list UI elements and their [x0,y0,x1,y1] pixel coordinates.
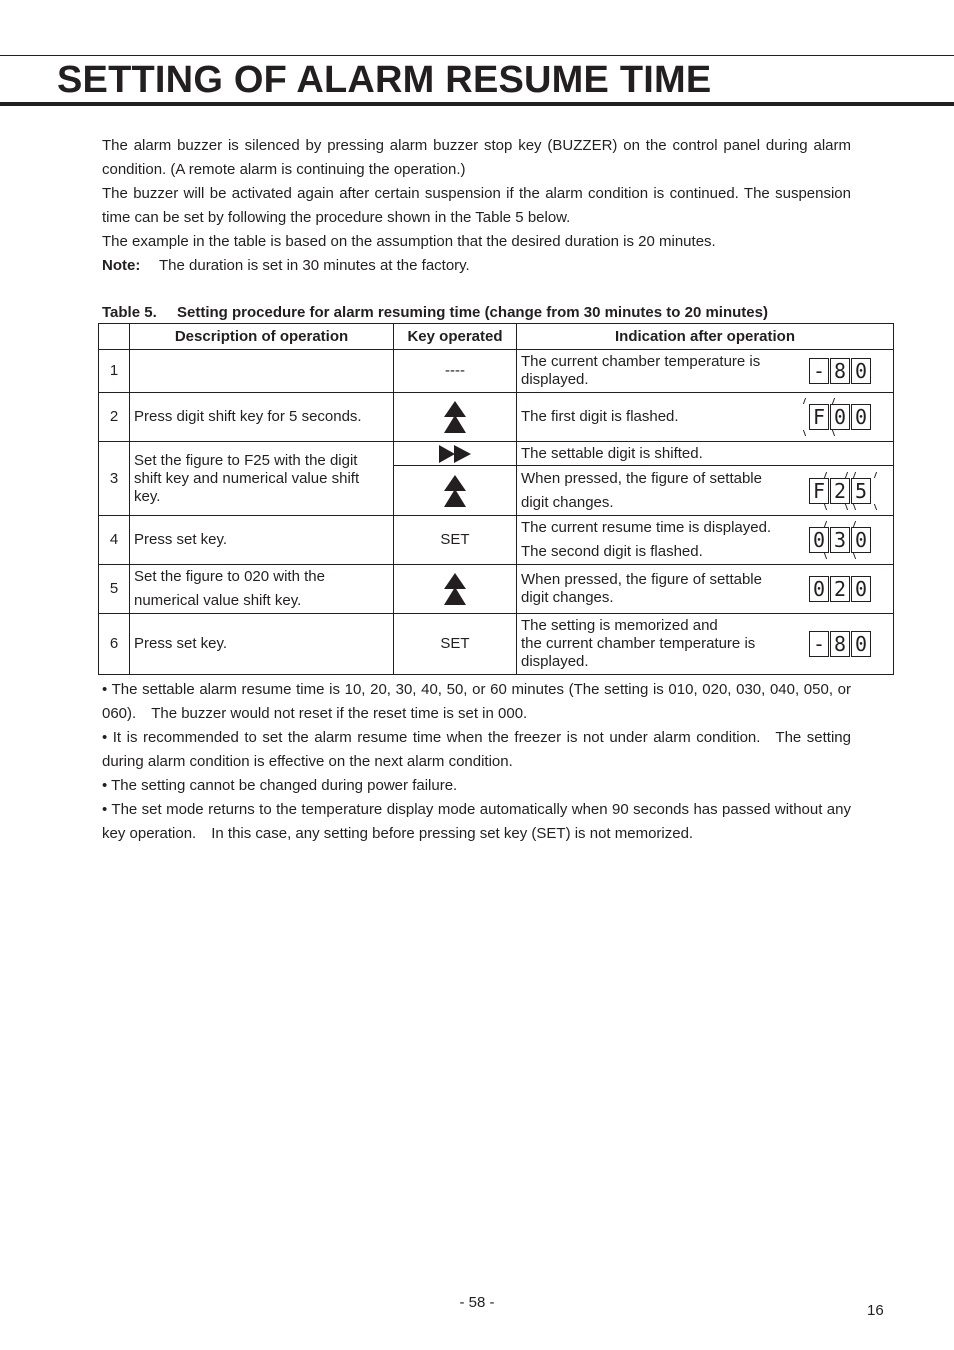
key-text: SET [394,614,517,675]
bullet-item: • The setting cannot be changed during power failure. [102,777,458,794]
page-number: - 58 - [459,1294,495,1311]
note-text: The duration is set in 30 minutes at the factory. [159,257,470,274]
step-description [130,565,394,614]
lcd-display [809,527,871,553]
table-row [99,442,894,466]
step-number: 4 [99,516,130,565]
table-row [99,350,894,393]
key-cell [394,442,517,466]
up-double-arrow-icon [444,573,466,605]
note [102,254,851,278]
key-text: SET [394,516,517,565]
table-number: Table 5. [102,304,157,321]
table-header-row [99,324,894,350]
indication-text: When pressed, the figure of settable [521,469,762,487]
indication-text: When pressed, the figure of settable [521,571,762,588]
table-row [99,393,894,442]
table-row [99,516,894,565]
lcd-digit: 0 [809,576,829,602]
step-number: 6 [99,614,130,675]
bullet-item: • The set mode returns to the temperature display mode automatically when 90 seconds has passed without any key operation. In this case, any setting before pressing set key (SET) is not memorized. [102,801,851,842]
lcd-digit: 0 [851,404,871,430]
right-double-arrow-icon [439,445,471,463]
sheet-number: 16 [867,1302,884,1319]
step-description: Set the figure to F25 with the digit shift key and numerical value shift key. [130,442,394,516]
key-cell [394,466,517,516]
lcd-digit: 8 [830,631,850,657]
header-key: Key operated [394,324,517,350]
indication-cell [517,466,894,516]
lcd-digit: 2 [830,478,850,504]
lcd-digit: 0 [851,576,871,602]
indication-text: The setting is memorized and [521,617,718,634]
step-number: 3 [99,442,130,516]
indication-cell [517,442,894,466]
table-caption [102,304,768,321]
step-description [130,350,394,393]
up-double-arrow-icon [444,475,466,507]
indication-cell [517,350,894,393]
indication-cell [517,565,894,614]
indication-text: the current chamber temperature is [521,635,756,652]
procedure-table [98,323,894,675]
lcd-digit: 2 [830,576,850,602]
lcd-display [809,358,871,384]
lcd-digit: - [809,631,829,657]
lcd-display [809,404,871,430]
indication-text: displayed. [521,653,589,670]
notes-list [102,678,851,846]
step-number: 2 [99,393,130,442]
step-description: Press set key. [130,614,394,675]
step-description-line: Set the figure to 020 with the [134,568,325,585]
header-description: Description of operation [130,324,394,350]
lcd-digit: 0 [851,631,871,657]
indication-text: The first digit is flashed. [521,408,679,425]
intro-paragraph: The example in the table is based on the assumption that the desired duration is 20 minutes. [102,233,716,250]
table-title: Setting procedure for alarm resuming time (change from 30 minutes to 20 minutes) [177,304,768,321]
lcd-digit: 0 [851,358,871,384]
table-row [99,614,894,675]
lcd-display [809,478,871,504]
header-no [99,324,130,350]
intro-paragraph: The buzzer will be activated again after certain suspension if the alarm condition is continued. The suspension time can be set by following the procedure shown in the Table 5 below. [102,185,851,226]
lcd-digit: F [809,478,829,504]
lcd-display [809,576,871,602]
lcd-digit: 0 [830,404,850,430]
up-double-arrow-icon [444,401,466,433]
indication-cell [517,393,894,442]
step-number: 5 [99,565,130,614]
indication-cell [517,614,894,675]
lcd-digit: - [809,358,829,384]
bullet-item: • It is recommended to set the alarm resume time when the freezer is not under alarm condition. The setting during alarm condition is effective on the next alarm condition. [102,729,851,770]
header-indication: Indication after operation [517,324,894,350]
key-cell [394,393,517,442]
lcd-digit: 5 [851,478,871,504]
indication-text: displayed. [521,371,589,388]
lcd-digit: 3 [830,527,850,553]
lcd-digit: 8 [830,358,850,384]
step-description-line: numerical value shift key. [134,592,302,609]
top-rule [0,55,954,56]
table-row [99,565,894,614]
indication-text: digit changes. [521,589,614,606]
indication-text: The second digit is flashed. [521,543,703,560]
page-title: SETTING OF ALARM RESUME TIME [57,59,712,101]
note-label: Note: [102,257,141,274]
lcd-digit: 0 [809,527,829,553]
indication-text: The current resume time is displayed. [521,519,772,536]
indication-text: The settable digit is shifted. [521,444,703,462]
indication-cell [517,516,894,565]
lcd-display [809,631,871,657]
step-description: Press digit shift key for 5 seconds. [130,393,394,442]
lcd-digit: 0 [851,527,871,553]
intro-paragraph: The alarm buzzer is silenced by pressing alarm buzzer stop key (BUZZER) on the control panel during alarm condition. (A remote alarm is continuing the operation.) [102,137,851,178]
intro-text [102,134,851,278]
key-text: ---- [394,350,517,393]
lcd-digit: F [809,404,829,430]
step-number: 1 [99,350,130,393]
key-cell [394,565,517,614]
title-underline [0,102,954,106]
step-description: Press set key. [130,516,394,565]
bullet-item: • The settable alarm resume time is 10, 20, 30, 40, 50, or 60 minutes (The setting is 010, 020, 030, 040, 050, or 060). The buzzer would not reset if the reset time is set in 000. [102,681,851,722]
indication-text: The current chamber temperature is [521,353,761,370]
indication-text: digit changes. [521,493,614,511]
